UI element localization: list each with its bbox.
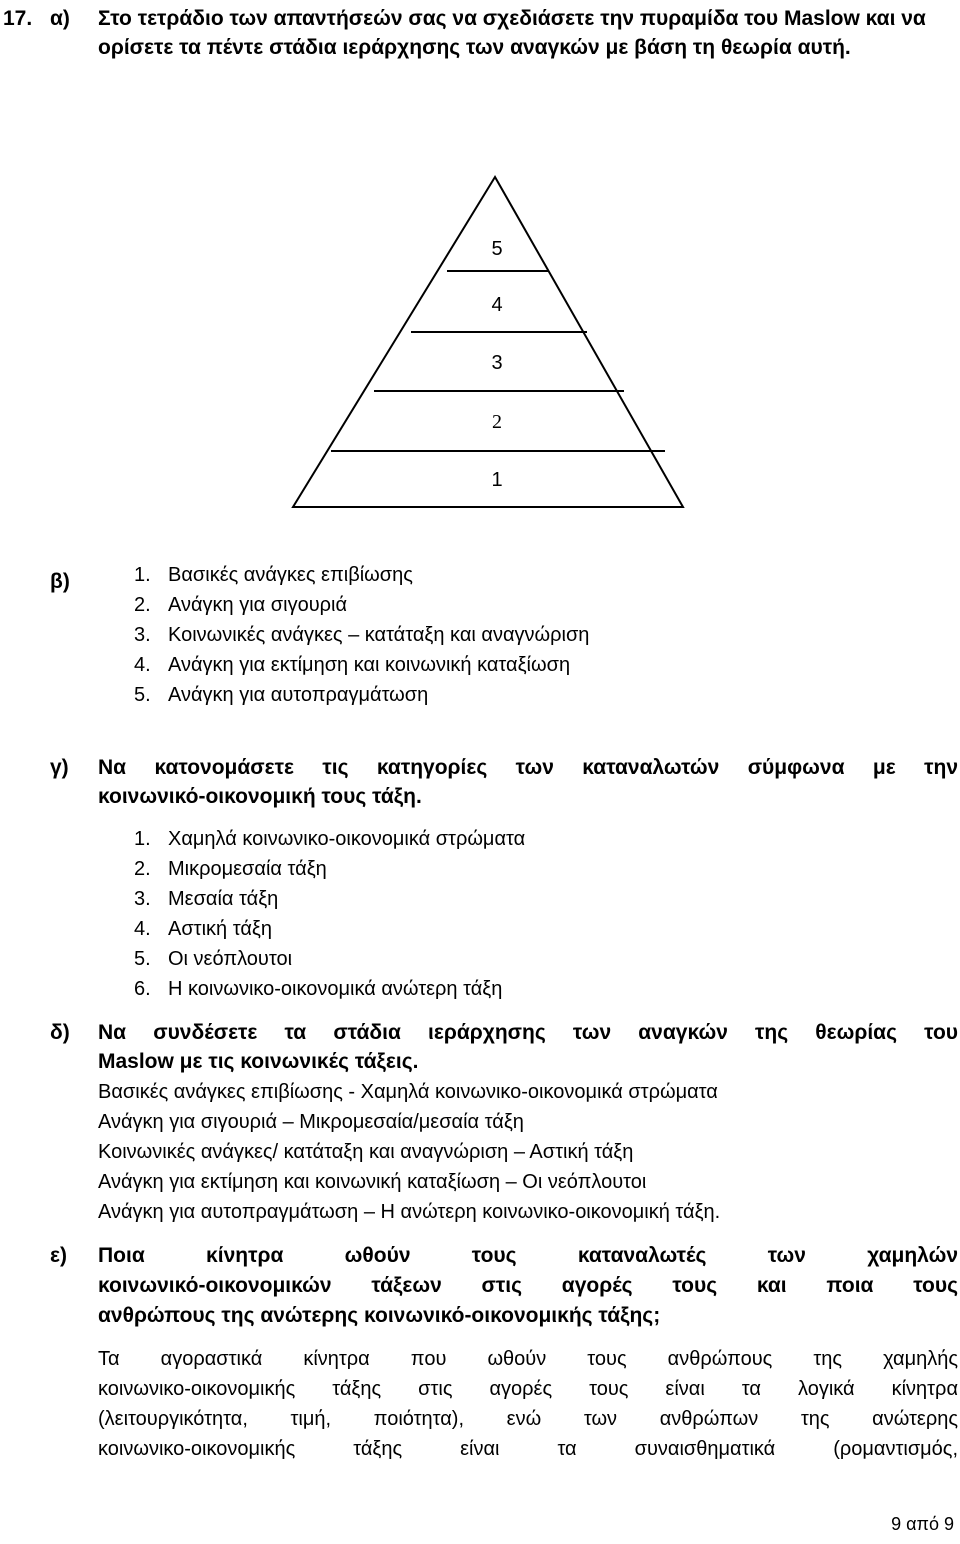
part-d-label: δ) (50, 1021, 70, 1044)
part-a-label: α) (50, 7, 70, 30)
part-e-question (98, 1241, 958, 1331)
list-item (134, 650, 589, 680)
item-number: 4. (134, 918, 151, 940)
part-b-list (134, 560, 589, 710)
answer-line: (λειτουργικότητα, τιμή, ποιότητα), ενώ των ανθρώπων της ανώτερης (98, 1408, 958, 1430)
part-c-question (98, 753, 958, 811)
list-item (134, 914, 525, 944)
item-number: 3. (134, 624, 151, 646)
part-a-text: Στο τετράδιο των απαντήσεών σας να σχεδιάσετε την πυραμίδα του Maslow και να ορίσετε τα πέντε στάδια ιεράρχησης των αναγκών με βάση τη θεωρία αυτή. (98, 7, 926, 59)
item-number: 1. (134, 564, 151, 586)
list-item (134, 824, 525, 854)
list-item (134, 620, 589, 650)
item-text: Ανάγκη για αυτοπραγμάτωση (168, 684, 429, 706)
question-line: κοινωνικό-οικονομικών τάξεων στις αγορές τους και ποια τους (98, 1274, 958, 1297)
item-number: 3. (134, 888, 151, 910)
question-line: Maslow με τις κοινωνικές τάξεις. (98, 1050, 419, 1073)
item-text: Κοινωνικές ανάγκες – κατάταξη και αναγνώριση (168, 624, 590, 646)
item-number: 6. (134, 978, 151, 1000)
list-item (134, 974, 525, 1004)
item-number: 5. (134, 948, 151, 970)
item-number: 2. (134, 594, 151, 616)
item-text: Μεσαία τάξη (168, 888, 279, 910)
answer-line: Ανάγκη για σιγουριά – Μικρομεσαία/μεσαία τάξη (98, 1111, 524, 1133)
item-number: 2. (134, 858, 151, 880)
item-text: Ανάγκη για εκτίμηση και κοινωνική καταξίωση (168, 654, 571, 676)
item-number: 5. (134, 684, 151, 706)
item-text: Αστική τάξη (168, 918, 272, 940)
item-text: Η κοινωνικο-οικονομικά ανώτερη τάξη (168, 978, 503, 1000)
pyramid-level-1: 1 (491, 469, 503, 491)
answer-line: κοινωνικο-οικονομικής τάξης είναι τα συναισθηματικά (ρομαντισμός, (98, 1438, 958, 1460)
question-line: κοινωνικό-οικονομική τους τάξη. (98, 785, 422, 808)
pyramid-level-5: 5 (491, 238, 503, 260)
pyramid-level-4: 4 (491, 294, 503, 316)
answer-line: Βασικές ανάγκες επιβίωσης - Χαμηλά κοινωνικο-οικονομικά στρώματα (98, 1081, 718, 1103)
part-e-answer (98, 1344, 958, 1464)
answer-line: Ανάγκη για εκτίμηση και κοινωνική καταξίωση – Οι νεόπλουτοι (98, 1171, 647, 1193)
list-item (134, 590, 589, 620)
item-text: Μικρομεσαία τάξη (168, 858, 327, 880)
part-d-answers (98, 1077, 720, 1227)
question-line: Να κατονομάσετε τις κατηγορίες των καταναλωτών σύμφωνα με την (98, 756, 958, 779)
pyramid-outline (293, 177, 683, 507)
answer-line: κοινωνικο-οικονομικής τάξης στις αγορές τους είναι τα λογικά κίνητρα (98, 1378, 958, 1400)
item-text: Βασικές ανάγκες επιβίωσης (168, 564, 413, 586)
item-text: Χαμηλά κοινωνικο-οικονομικά στρώματα (168, 828, 526, 850)
question-line: Ποια κίνητρα ωθούν τους καταναλωτές των χαμηλών (98, 1244, 958, 1267)
question-number: 17. (3, 7, 33, 30)
list-item (134, 560, 589, 590)
page-number: 9 από 9 (891, 1514, 954, 1534)
item-number: 4. (134, 654, 151, 676)
question-line: ανθρώπους της ανώτερης κοινωνικό-οικονομικής τάξης; (98, 1304, 661, 1327)
item-text: Οι νεόπλουτοι (168, 948, 293, 970)
part-b-label: β) (50, 570, 70, 593)
part-c-list (134, 824, 525, 1004)
list-item (134, 944, 525, 974)
item-text: Ανάγκη για σιγουριά (168, 594, 348, 616)
item-number: 1. (134, 828, 151, 850)
pyramid-level-2: 2 (492, 411, 502, 433)
part-c-label: γ) (50, 756, 69, 779)
part-d-question (98, 1018, 958, 1076)
answer-line: Κοινωνικές ανάγκες/ κατάταξη και αναγνώριση – Αστική τάξη (98, 1141, 634, 1163)
list-item (134, 854, 525, 884)
part-e-label: ε) (50, 1244, 67, 1267)
maslow-pyramid (285, 172, 685, 512)
answer-line: Ανάγκη για αυτοπραγμάτωση – Η ανώτερη κοινωνικο-οικονομική τάξη. (98, 1201, 721, 1223)
list-item (134, 680, 589, 710)
pyramid-level-3: 3 (491, 352, 503, 374)
question-line: Να συνδέσετε τα στάδια ιεράρχησης των αναγκών της θεωρίας του (98, 1021, 958, 1044)
list-item (134, 884, 525, 914)
answer-line: Τα αγοραστικά κίνητρα που ωθούν τους ανθρώπους της χαμηλής (98, 1348, 958, 1370)
